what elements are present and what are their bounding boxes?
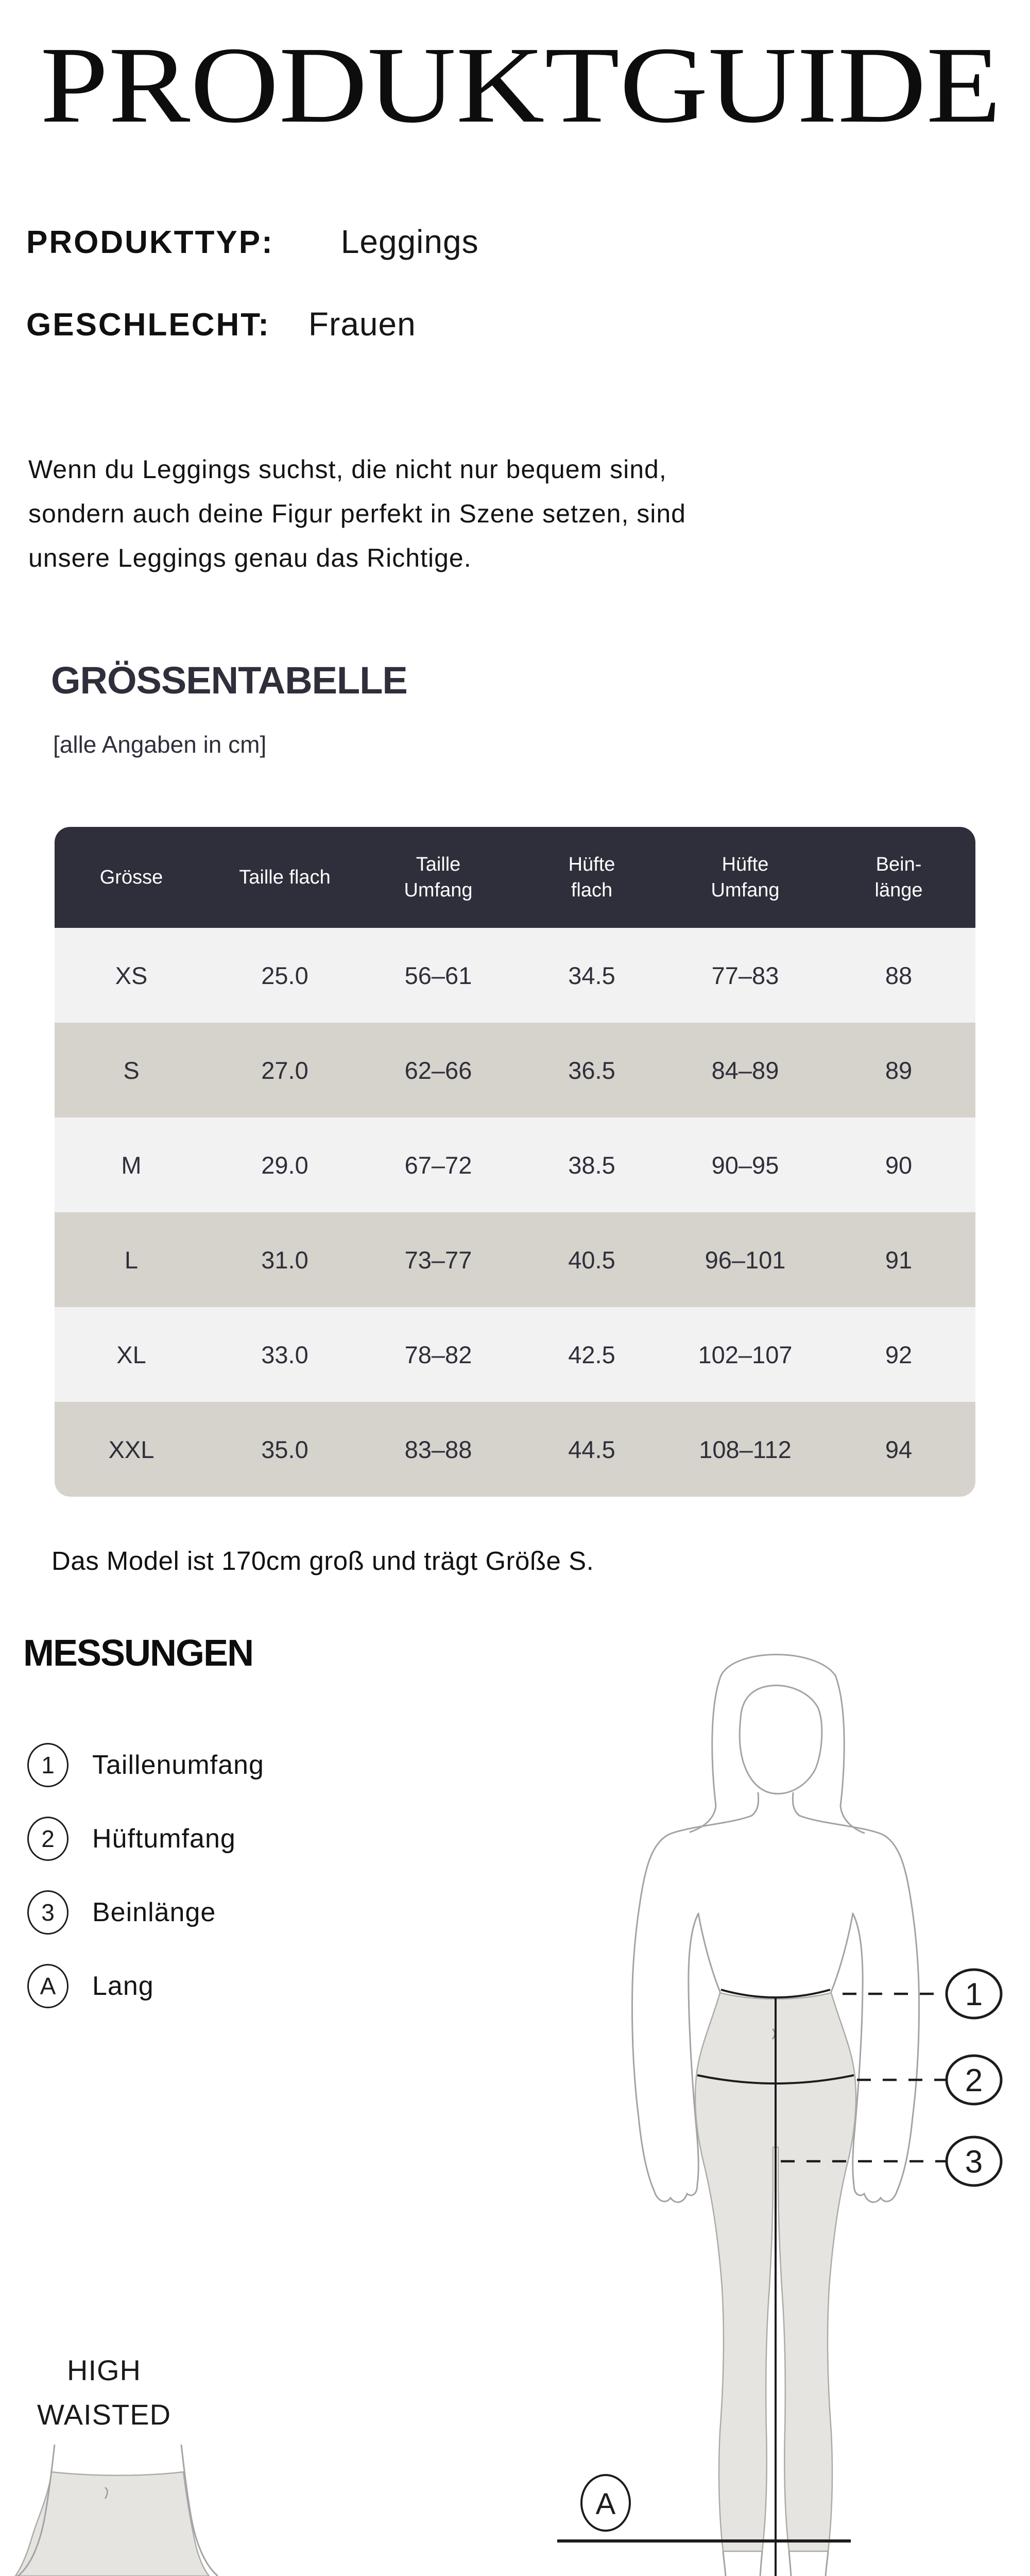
table-cell: 84–89 — [711, 1056, 779, 1084]
table-cell: 90 — [885, 1151, 913, 1179]
table-row-xl — [55, 1307, 975, 1402]
product-type-label: PRODUKTTYP: — [26, 225, 274, 260]
length-marker-letter: A — [595, 2487, 616, 2521]
table-cell: 42.5 — [568, 1341, 615, 1368]
header-cell-line: Hüfte — [568, 854, 615, 875]
callout-number-1: 1 — [965, 1977, 983, 2012]
table-row-xs — [55, 928, 975, 1023]
table-cell: 62–66 — [404, 1056, 472, 1084]
intro-line: sondern auch deine Figur perfekt in Szene setzen, sind — [28, 499, 686, 528]
table-cell: 25.0 — [261, 961, 308, 989]
gender-value: Frauen — [308, 306, 416, 343]
model-note: Das Model ist 170cm groß und trägt Größe S. — [52, 1546, 594, 1575]
table-cell: 96–101 — [705, 1246, 786, 1274]
woman-figure-illustration — [536, 1633, 1009, 2576]
header-cell-huefte-flach — [515, 827, 668, 928]
fit-style-line: HIGH — [67, 2354, 141, 2386]
measurement-marker: 2 — [41, 1825, 55, 1852]
table-cell: 40.5 — [568, 1246, 615, 1274]
page-title: PRODUKTGUIDE — [40, 24, 1002, 145]
table-cell: 91 — [885, 1246, 913, 1274]
table-cell: 27.0 — [261, 1056, 308, 1084]
table-cell: 56–61 — [404, 961, 472, 989]
measurement-marker-circle-icon — [27, 1743, 68, 1787]
table-cell: 89 — [885, 1056, 913, 1084]
high-waisted-torso-illustration — [0, 2442, 247, 2576]
table-row-xxl — [55, 1402, 975, 1497]
size-table — [55, 827, 975, 1497]
measurement-item — [27, 1802, 264, 1875]
header-cell-line: länge — [874, 879, 923, 901]
table-cell: 83–88 — [404, 1435, 472, 1463]
header-cell-huefte-umfang — [668, 827, 822, 928]
header-cell-line: Bein- — [876, 854, 922, 875]
fit-style-label — [27, 2348, 181, 2437]
table-cell: XS — [115, 961, 148, 989]
measurement-label: Lang — [92, 1971, 154, 2001]
product-type-row — [26, 223, 479, 261]
header-cell-line: Umfang — [404, 879, 473, 901]
header-cell-line: flach — [571, 879, 613, 901]
table-cell: 94 — [885, 1435, 913, 1463]
table-cell: 92 — [885, 1341, 913, 1368]
page-title-block — [37, 19, 1030, 147]
table-cell: S — [123, 1056, 140, 1084]
table-cell: 31.0 — [261, 1246, 308, 1274]
measurement-marker-circle-icon — [27, 1890, 68, 1935]
left-torso-side — [698, 1913, 720, 1992]
callout-number-3: 3 — [965, 2144, 983, 2180]
fit-style-line: WAISTED — [37, 2398, 171, 2431]
table-row-l — [55, 1212, 975, 1307]
neck-right — [793, 1793, 799, 1816]
table-cell: 78–82 — [404, 1341, 472, 1368]
callout-circles — [947, 1970, 1001, 2185]
table-cell: 73–77 — [404, 1246, 472, 1274]
gender-label: GESCHLECHT: — [26, 307, 270, 343]
table-cell: XXL — [108, 1435, 154, 1463]
size-table-heading: GRÖSSENTABELLE — [51, 659, 407, 702]
product-type-value: Leggings — [340, 223, 479, 260]
measurement-marker-circle-icon — [27, 1817, 68, 1861]
neck-left — [752, 1793, 759, 1816]
measurements-heading: MESSUNGEN — [23, 1633, 253, 1674]
ankle-line — [789, 2551, 791, 2576]
table-cell: 29.0 — [261, 1151, 308, 1179]
table-row-m — [55, 1117, 975, 1212]
header-cell-line: Umfang — [711, 879, 780, 901]
header-cell-line: Taille — [416, 854, 461, 875]
right-hand — [853, 2128, 897, 2202]
header-cell-line: Hüfte — [722, 854, 769, 875]
measurement-marker: 3 — [41, 1899, 55, 1926]
length-marker — [581, 2475, 630, 2531]
header-cell-groesse — [55, 827, 208, 928]
measurement-marker-circle-icon — [27, 1964, 68, 2008]
gender-row — [26, 305, 416, 343]
table-cell: 67–72 — [404, 1151, 472, 1179]
ankle-line — [826, 2551, 828, 2576]
table-cell: 44.5 — [568, 1435, 615, 1463]
header-cell-line: Grösse — [99, 867, 163, 888]
table-cell: L — [124, 1246, 139, 1274]
face-outline — [740, 1685, 822, 1793]
header-cell-taille-umfang — [362, 827, 515, 928]
table-cell: 77–83 — [711, 961, 779, 989]
intro-line: unsere Leggings genau das Richtige. — [28, 544, 472, 572]
table-cell: 34.5 — [568, 961, 615, 989]
measurement-item — [27, 1875, 264, 1949]
torso-leggings-shape — [15, 2472, 209, 2576]
measurement-label: Hüftumfang — [92, 1823, 236, 1854]
table-row-s — [55, 1023, 975, 1117]
size-table-unit-note: [alle Angaben in cm] — [53, 731, 267, 758]
header-cell-beinlaenge — [822, 827, 975, 928]
table-cell: 33.0 — [261, 1341, 308, 1368]
measurement-marker: 1 — [41, 1751, 55, 1778]
callout-number-2: 2 — [965, 2063, 983, 2098]
header-cell-taille-flach — [208, 827, 362, 928]
table-cell: 108–112 — [699, 1435, 792, 1463]
table-cell: XL — [116, 1341, 146, 1368]
table-cell: 35.0 — [261, 1435, 308, 1463]
intro-line: Wenn du Leggings suchst, die nicht nur bequem sind, — [28, 455, 667, 484]
size-table-header-row — [55, 827, 975, 928]
measurements-list — [27, 1728, 264, 2023]
measurement-marker: A — [40, 1972, 56, 1999]
table-cell: M — [121, 1151, 142, 1179]
table-cell: 102–107 — [698, 1341, 793, 1368]
intro-paragraph — [28, 447, 686, 580]
ankle-line — [760, 2551, 762, 2576]
measurement-item — [27, 1949, 264, 2023]
table-cell: 38.5 — [568, 1151, 615, 1179]
ankle-line — [723, 2551, 726, 2576]
measurement-item — [27, 1728, 264, 1802]
left-hand — [654, 2128, 698, 2202]
measurement-label: Beinlänge — [92, 1897, 216, 1927]
header-cell-line: Taille flach — [239, 867, 331, 888]
table-cell: 90–95 — [711, 1151, 779, 1179]
table-cell: 88 — [885, 961, 913, 989]
measurement-label: Taillenumfang — [92, 1750, 264, 1780]
hair-outline — [690, 1655, 864, 1834]
table-cell: 36.5 — [568, 1056, 615, 1084]
right-torso-side — [831, 1913, 853, 1992]
